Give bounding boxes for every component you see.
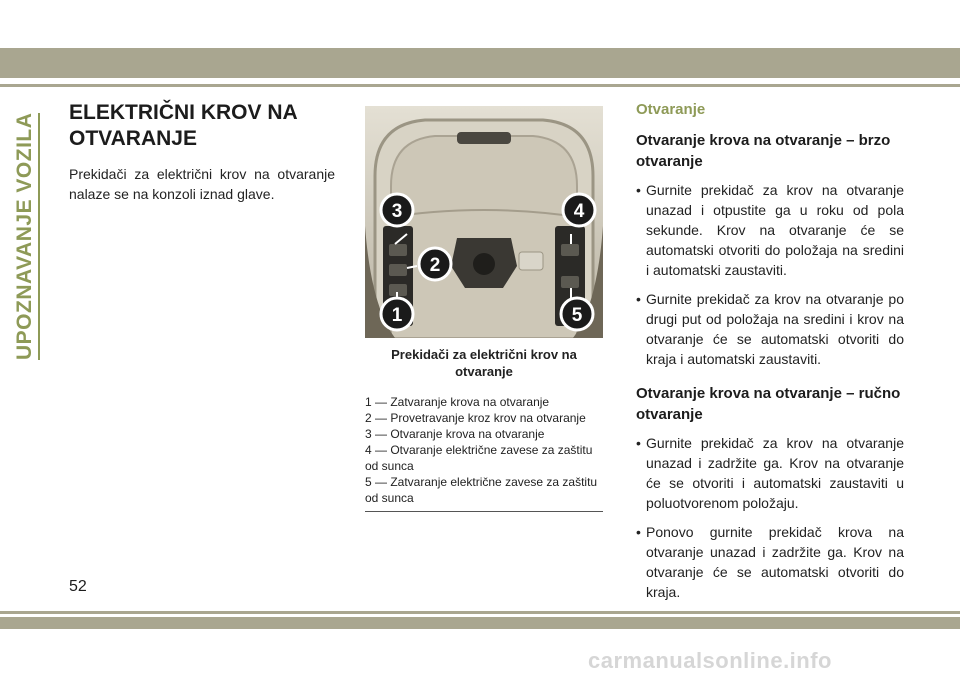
console-trim [391, 136, 577, 338]
section-heading: Otvaranje [636, 101, 706, 118]
svg-text:4: 4 [573, 201, 585, 222]
page-title: ELEKTRIČNI KROV NA OTVARANJE [69, 101, 297, 150]
chapter-side-label: UPOZNAVANJE VOZILA [12, 113, 40, 360]
header-band [0, 48, 960, 78]
legend-item: 2 — Provetravanje kroz krov na otvaranje [365, 411, 586, 425]
bullet-dot: • [636, 291, 641, 307]
svg-text:2: 2 [429, 255, 441, 276]
overhead-console-photo [365, 106, 603, 338]
list-item: • Gurnite prekidač za krov na otvaranje po drugi put od položaja na sredini i krov na otvaranje će se automatski otvoriti do kraja i automatski zaustaviti. [636, 291, 904, 367]
legend-item: 4 — Otvaranje električne zavese za zaštitu od sunca [365, 443, 593, 473]
console-slot [457, 132, 511, 144]
camera-lens [473, 253, 495, 275]
footer-band [0, 617, 960, 629]
open-switch [389, 264, 407, 276]
callout-4 [563, 194, 595, 226]
callout-3 [381, 194, 413, 226]
list-item: • Ponovo gurnite prekidač krova na otvaranje unazad i zadržite ga. Krov na otvaranje će se automatski otvoriti do kraja. [636, 524, 904, 600]
list-item: • Gurnite prekidač za krov na otvaranje unazad i otpustite ga u roku od pola sekunde. Krov na otvaranje će se automatski otvoriti do položaja na sredini i automatski zaustaviti. [636, 182, 904, 278]
right-map-light [519, 252, 543, 270]
subheading-express-open: Otvaranje krova na otvaranje – brzo otvaranje [636, 132, 891, 170]
shade-open-switch [561, 244, 579, 256]
list-item: • Gurnite prekidač za krov na otvaranje unazad i zadržite ga. Krov na otvaranje će se otvoriti i automatski zaustaviti u poluotvorenom položaju. [636, 435, 904, 511]
svg-text:5: 5 [571, 305, 583, 326]
figure-caption: Prekidači za električni krov na otvaranje [391, 347, 577, 379]
header-rule [0, 84, 960, 87]
overhead-console-illustration [365, 106, 603, 338]
legend-item: 3 — Otvaranje krova na otvaranje [365, 427, 545, 441]
svg-text:3: 3 [391, 201, 403, 222]
shade-close-switch [561, 276, 579, 288]
figure-legend [365, 394, 603, 506]
callout-1 [381, 298, 413, 330]
right-column [636, 100, 904, 611]
watermark: carmanualsonline.info [588, 648, 832, 673]
svg-text:1: 1 [391, 305, 403, 326]
bullet-dot: • [636, 435, 641, 451]
figure-column [365, 106, 603, 512]
page-number: 52 [69, 578, 87, 595]
legend-item: 5 — Zatvaranje električne zavese za zaštitu od sunca [365, 475, 598, 505]
vent-switch [389, 244, 407, 256]
legend-divider [365, 511, 603, 512]
subheading-manual-open: Otvaranje krova na otvaranje – ručno otvaranje [636, 385, 901, 423]
bullet-dot: • [636, 524, 641, 540]
legend-item: 1 — Zatvaranje krova na otvaranje [365, 395, 550, 409]
callout-2 [419, 248, 451, 280]
bullet-dot: • [636, 182, 641, 198]
intro-paragraph: Prekidači za električni krov na otvaranje nalaze se na konzoli iznad glave. [69, 166, 335, 202]
footer-rule [0, 611, 960, 614]
left-column [69, 100, 335, 204]
callout-5 [561, 298, 593, 330]
